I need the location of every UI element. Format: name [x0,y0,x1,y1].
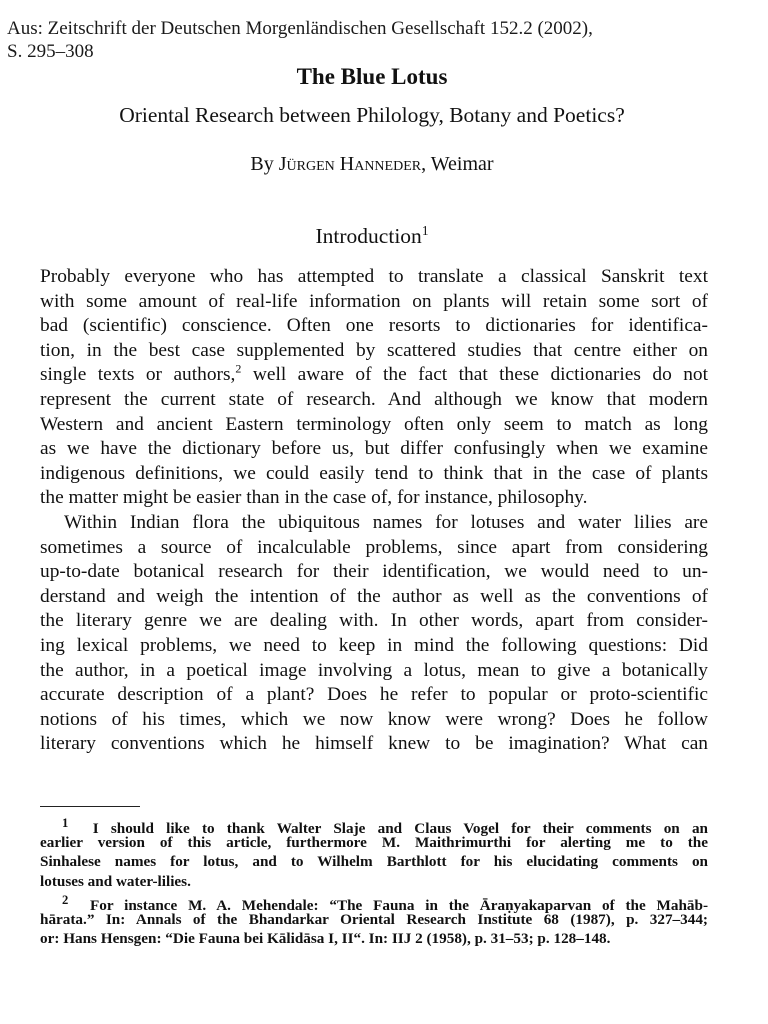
footnote-2-line [40,891,709,914]
footnote-ref-1: 1 [421,222,429,238]
body-line: the author, in a poetical image involving a lotus, mean to give a botanically [40,659,708,681]
article-title: The Blue Lotus [296,64,448,89]
footnote-1-line: earlier version of this article, furthermore M. Maithrimurthi for alerting me to the [40,834,708,852]
body-line: derstand and weigh the intention of the author as well as the conventions of [40,585,708,607]
footnotes [40,814,708,948]
body-line [40,363,708,388]
author-name: Jürgen Hanneder [278,153,422,175]
footnote-2-line: hārata.” In: Annals of the Bhandarkar Oriental Research Institute 68 (1987), p. 327–344; [40,910,708,928]
body-line: tion, in the best case supplemented by scattered studies that centre either on [40,339,708,361]
author-place: , Weimar [421,153,494,175]
body-line: indigenous definitions, we could easily tend to think that in the case of plants [40,462,708,484]
source-note [7,17,747,63]
body-line: up-to-date botanical research for their identification, we would need to un- [40,561,708,583]
body-line-part: single texts or authors, [40,364,236,386]
article-subtitle: Oriental Research between Philology, Botany and Poetics? [119,103,625,127]
footnote-1-line: lotuses and water-lilies. [40,872,191,890]
body-line: notions of his times, which we now know were wrong? Does he follow [40,708,708,730]
body-line: accurate description of a plant? Does he refer to popular or proto-scientific [40,684,708,706]
section-heading-text: Introduction [315,224,422,248]
body-line: Probably everyone who has attempted to translate a classical Sanskrit text [40,266,708,287]
footnote-2-line: or: Hans Hensgen: “Die Fauna bei Kālidāsa I, II“. In: IIJ 2 (1958), p. 31–53; p. 128–148. [40,930,611,948]
footnote-divider [40,806,140,807]
body-line: with some amount of real-life information on plants will retain some sort of [40,290,708,312]
body-line: ing lexical problems, we need to keep in mind the following questions: Did [40,634,708,656]
body-text [40,265,708,757]
source-note-line-1: Aus: Zeitschrift der Deutschen Morgenländischen Gesellschaft 152.2 (2002), [7,18,593,39]
footnote-1-text: I should like to thank Walter Slaje and Claus Vogel for their comments on an [92,820,708,838]
body-line: literary conventions which he himself knew to be imagination? What can [40,733,708,755]
body-line-part: well aware of the fact that these dictionaries do not [241,364,708,386]
body-line: Western and ancient Eastern terminology often only seem to match as long [40,413,708,435]
body-line: represent the current state of research. And although we know that modern [40,388,708,410]
source-note-line-2: S. 295–308 [7,41,94,62]
footnote-2-text: For instance M. A. Mehendale: “The Fauna in the Āraṇyakaparvan of the Mahāb- [89,896,709,914]
footnote-1-mark: 1 [62,816,69,830]
section-heading [0,221,744,251]
footnote-2-mark: 2 [62,892,69,907]
footnote-1-line [40,814,708,838]
body-line: the literary genre we are dealing with. In other words, apart from consider- [40,610,708,632]
body-line: the matter might be easier than in the case of, for instance, philosophy. [40,487,588,509]
footnote-ref-2: 2 [235,361,242,376]
body-line: sometimes a source of incalculable problems, since apart from considering [40,536,708,558]
body-line: as we have the dictionary before us, but differ confusingly when we examine [40,438,708,460]
footnote-1-line: Sinhalese names for lotus, and to Wilhelm Barthlott for his elucidating comments on [40,853,708,871]
byline [0,149,744,179]
byline-prefix: By [250,153,274,175]
body-line: bad (scientific) conscience. Often one resorts to dictionaries for identifica- [40,315,708,337]
body-line: Within Indian flora the ubiquitous names for lotuses and water lilies are [64,511,708,533]
